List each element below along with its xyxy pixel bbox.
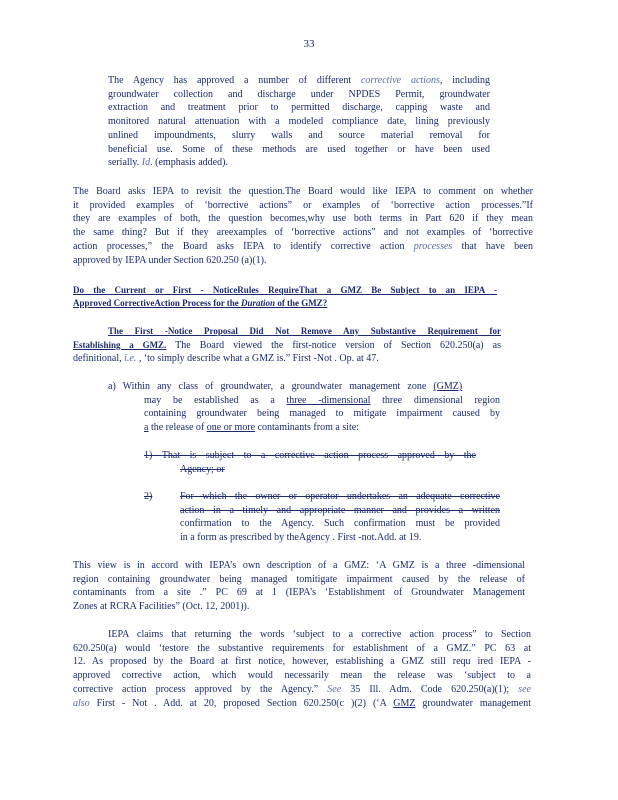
- text-run: corrective action process approved by the Agency.”: [73, 683, 328, 695]
- text-run: That is subject to a corrective action process approved by the: [161, 450, 476, 461]
- text-run: of the GMZ?: [275, 298, 328, 308]
- text-run: a) Within any class of groundwater, a groundwater management zone: [108, 381, 434, 392]
- paragraph: [73, 559, 525, 614]
- text-line: [73, 339, 501, 353]
- italic-text: Id: [141, 157, 151, 169]
- text-run: The Agency has approved a number of different: [108, 75, 361, 86]
- subsection-heading: The First -Notice Proposal Did Not Remove Any Substantive Requirement for: [108, 326, 501, 336]
- text-run: action processes,” the Board asks IEPA to identify corrective action: [73, 240, 414, 252]
- text-run: [462, 381, 500, 392]
- text-line: [108, 421, 500, 435]
- text-run: serially.: [108, 157, 142, 169]
- text-line: contaminants from a site .” PC 69 at 1 (IEPA’s ‘Establishment of Groundwater Management: [73, 587, 525, 599]
- text-line: in a form as prescribed by theAgency . First -not.Add. at 19.: [180, 532, 422, 544]
- section-heading: [73, 284, 497, 310]
- deleted-text-line: For which the owner or operator undertakes an adequate corrective: [180, 491, 500, 502]
- text-line: This view is in accord with IEPA’s own description of a GMZ: ‘A GMZ is a three -dimensional: [73, 560, 525, 571]
- text-run: contaminants from a site:: [255, 422, 359, 434]
- text-run: Approved CorrectiveAction Process for the: [73, 298, 242, 308]
- block-quote: [108, 74, 490, 170]
- text-run: 35 Ill. Adm. Code 620.250(a)(1);: [341, 683, 519, 695]
- text-run: , ‘to simply describe what a GMZ is.” First -Not . Op. at 47.: [136, 353, 379, 365]
- inserted-text: GMZ: [393, 697, 416, 709]
- text-line: it provided examples of ‘borrective actions” or examples of ‘borrective action processes.”If: [73, 199, 533, 211]
- text-line: [108, 156, 490, 170]
- text-line: [73, 683, 531, 697]
- subsection-heading-end: Establishing a GMZ.: [73, 339, 167, 350]
- text-run: definitional,: [73, 353, 125, 365]
- text-line: Zones at RCRA Facilities” (Oct. 12, 2001)).: [73, 601, 250, 613]
- text-line: containing groundwater being managed to mitigate impairment caused by: [144, 408, 500, 420]
- text-line: IEPA claims that returning the words ‘subject to a corrective action process” to Section: [108, 629, 531, 640]
- inserted-text: (GMZ): [433, 381, 463, 392]
- text-line: [108, 394, 500, 408]
- text-line: extraction and treatment prior to permitted discharge, capping waste and: [108, 102, 490, 114]
- item-number: [144, 490, 152, 504]
- inserted-text: a: [144, 422, 149, 434]
- italic-text: also: [73, 697, 90, 709]
- text-line: [73, 352, 501, 366]
- text-line: approved by IEPA under Section 620.250 (a)(1).: [73, 254, 267, 266]
- text-line: groundwater collection and discharge under NPDES Permit, groundwater: [108, 88, 490, 100]
- text-line: The Board asks IEPA to revisit the question.The Board would like IEPA to comment on whether: [73, 186, 533, 197]
- italic-text: processes: [413, 240, 453, 252]
- page-number: 33: [303, 38, 315, 50]
- item-number: 1): [144, 450, 153, 461]
- italic-text: See: [327, 683, 342, 695]
- inserted-text: one or more: [206, 422, 256, 434]
- italic-text: i.e.: [124, 353, 137, 365]
- text-line: Do the Current or First - NoticeRules RequireThat a GMZ Be Subject to an IEPA -: [73, 285, 497, 295]
- text-line: [73, 240, 533, 254]
- paragraph: [73, 325, 501, 366]
- text-run: , including: [439, 75, 490, 86]
- text-line: they are examples of both, the question becomes,why use both terms in Part 620 if they mean: [73, 213, 533, 225]
- italic-text: Duration: [241, 298, 276, 308]
- text-line: [108, 74, 490, 88]
- text-run: . (emphasis added).: [150, 157, 228, 169]
- text-run: three dimensional region: [370, 394, 500, 406]
- item-body: [180, 490, 500, 545]
- italic-text: corrective actions: [360, 75, 440, 86]
- text-line: the same thing? But if they areexamples of ‘borrective actions” and not examples of ‘borrective: [73, 227, 533, 239]
- text-run: that have been: [452, 240, 533, 252]
- deleted-text-line: action in a timely and appropriate manner and provides a written: [180, 504, 500, 516]
- text-run: First - Not . Add. at 20, proposed Section 620.250(c )(2) (‘A: [89, 697, 394, 709]
- text-run: the release of: [148, 422, 207, 434]
- text-line: monitored natural attenuation with a modeled compliance date, lining previously: [108, 116, 490, 128]
- deleted-text-line: Agency; or: [180, 463, 225, 475]
- text-line: [73, 297, 497, 310]
- italic-text: see: [518, 683, 531, 695]
- text-line: [108, 380, 500, 394]
- text-line: approved corrective action, which would necessarily mean the release was ‘subject to a: [73, 670, 531, 682]
- rule-subsection-a: [108, 380, 500, 435]
- text-run: The Board viewed the first-notice version of Section 620.250(a) as: [166, 339, 501, 351]
- text-line: confirmation to the Agency. Such confirmation must be provided: [180, 518, 500, 530]
- text-line: beneficial use. Some of these methods are used together or have been used: [108, 143, 490, 155]
- item-number-text: 2): [144, 491, 153, 502]
- text-line: unlined impoundments, slurry walls and source material removal for: [108, 129, 490, 141]
- text-run: may be established as a: [144, 394, 287, 406]
- rule-item-2: [144, 490, 500, 545]
- paragraph: [73, 185, 533, 267]
- inserted-text: three -dimensional: [286, 394, 371, 406]
- rule-item-1: [144, 449, 476, 476]
- deleted-text-line: [144, 449, 476, 463]
- text-line: region containing groundwater being managed tomitigate impairment caused by the release of: [73, 573, 525, 585]
- paragraph: [73, 628, 531, 710]
- text-line: [73, 697, 531, 711]
- text-run: groundwater management: [415, 697, 531, 709]
- text-line: 12. As proposed by the Board at first notice, however, establishing a GMZ still requ ired IEPA -: [73, 656, 531, 668]
- text-line: 620.250(a) would ‘testore the substantive requirements for establishment of a GMZ.” PC 63 at: [73, 642, 531, 654]
